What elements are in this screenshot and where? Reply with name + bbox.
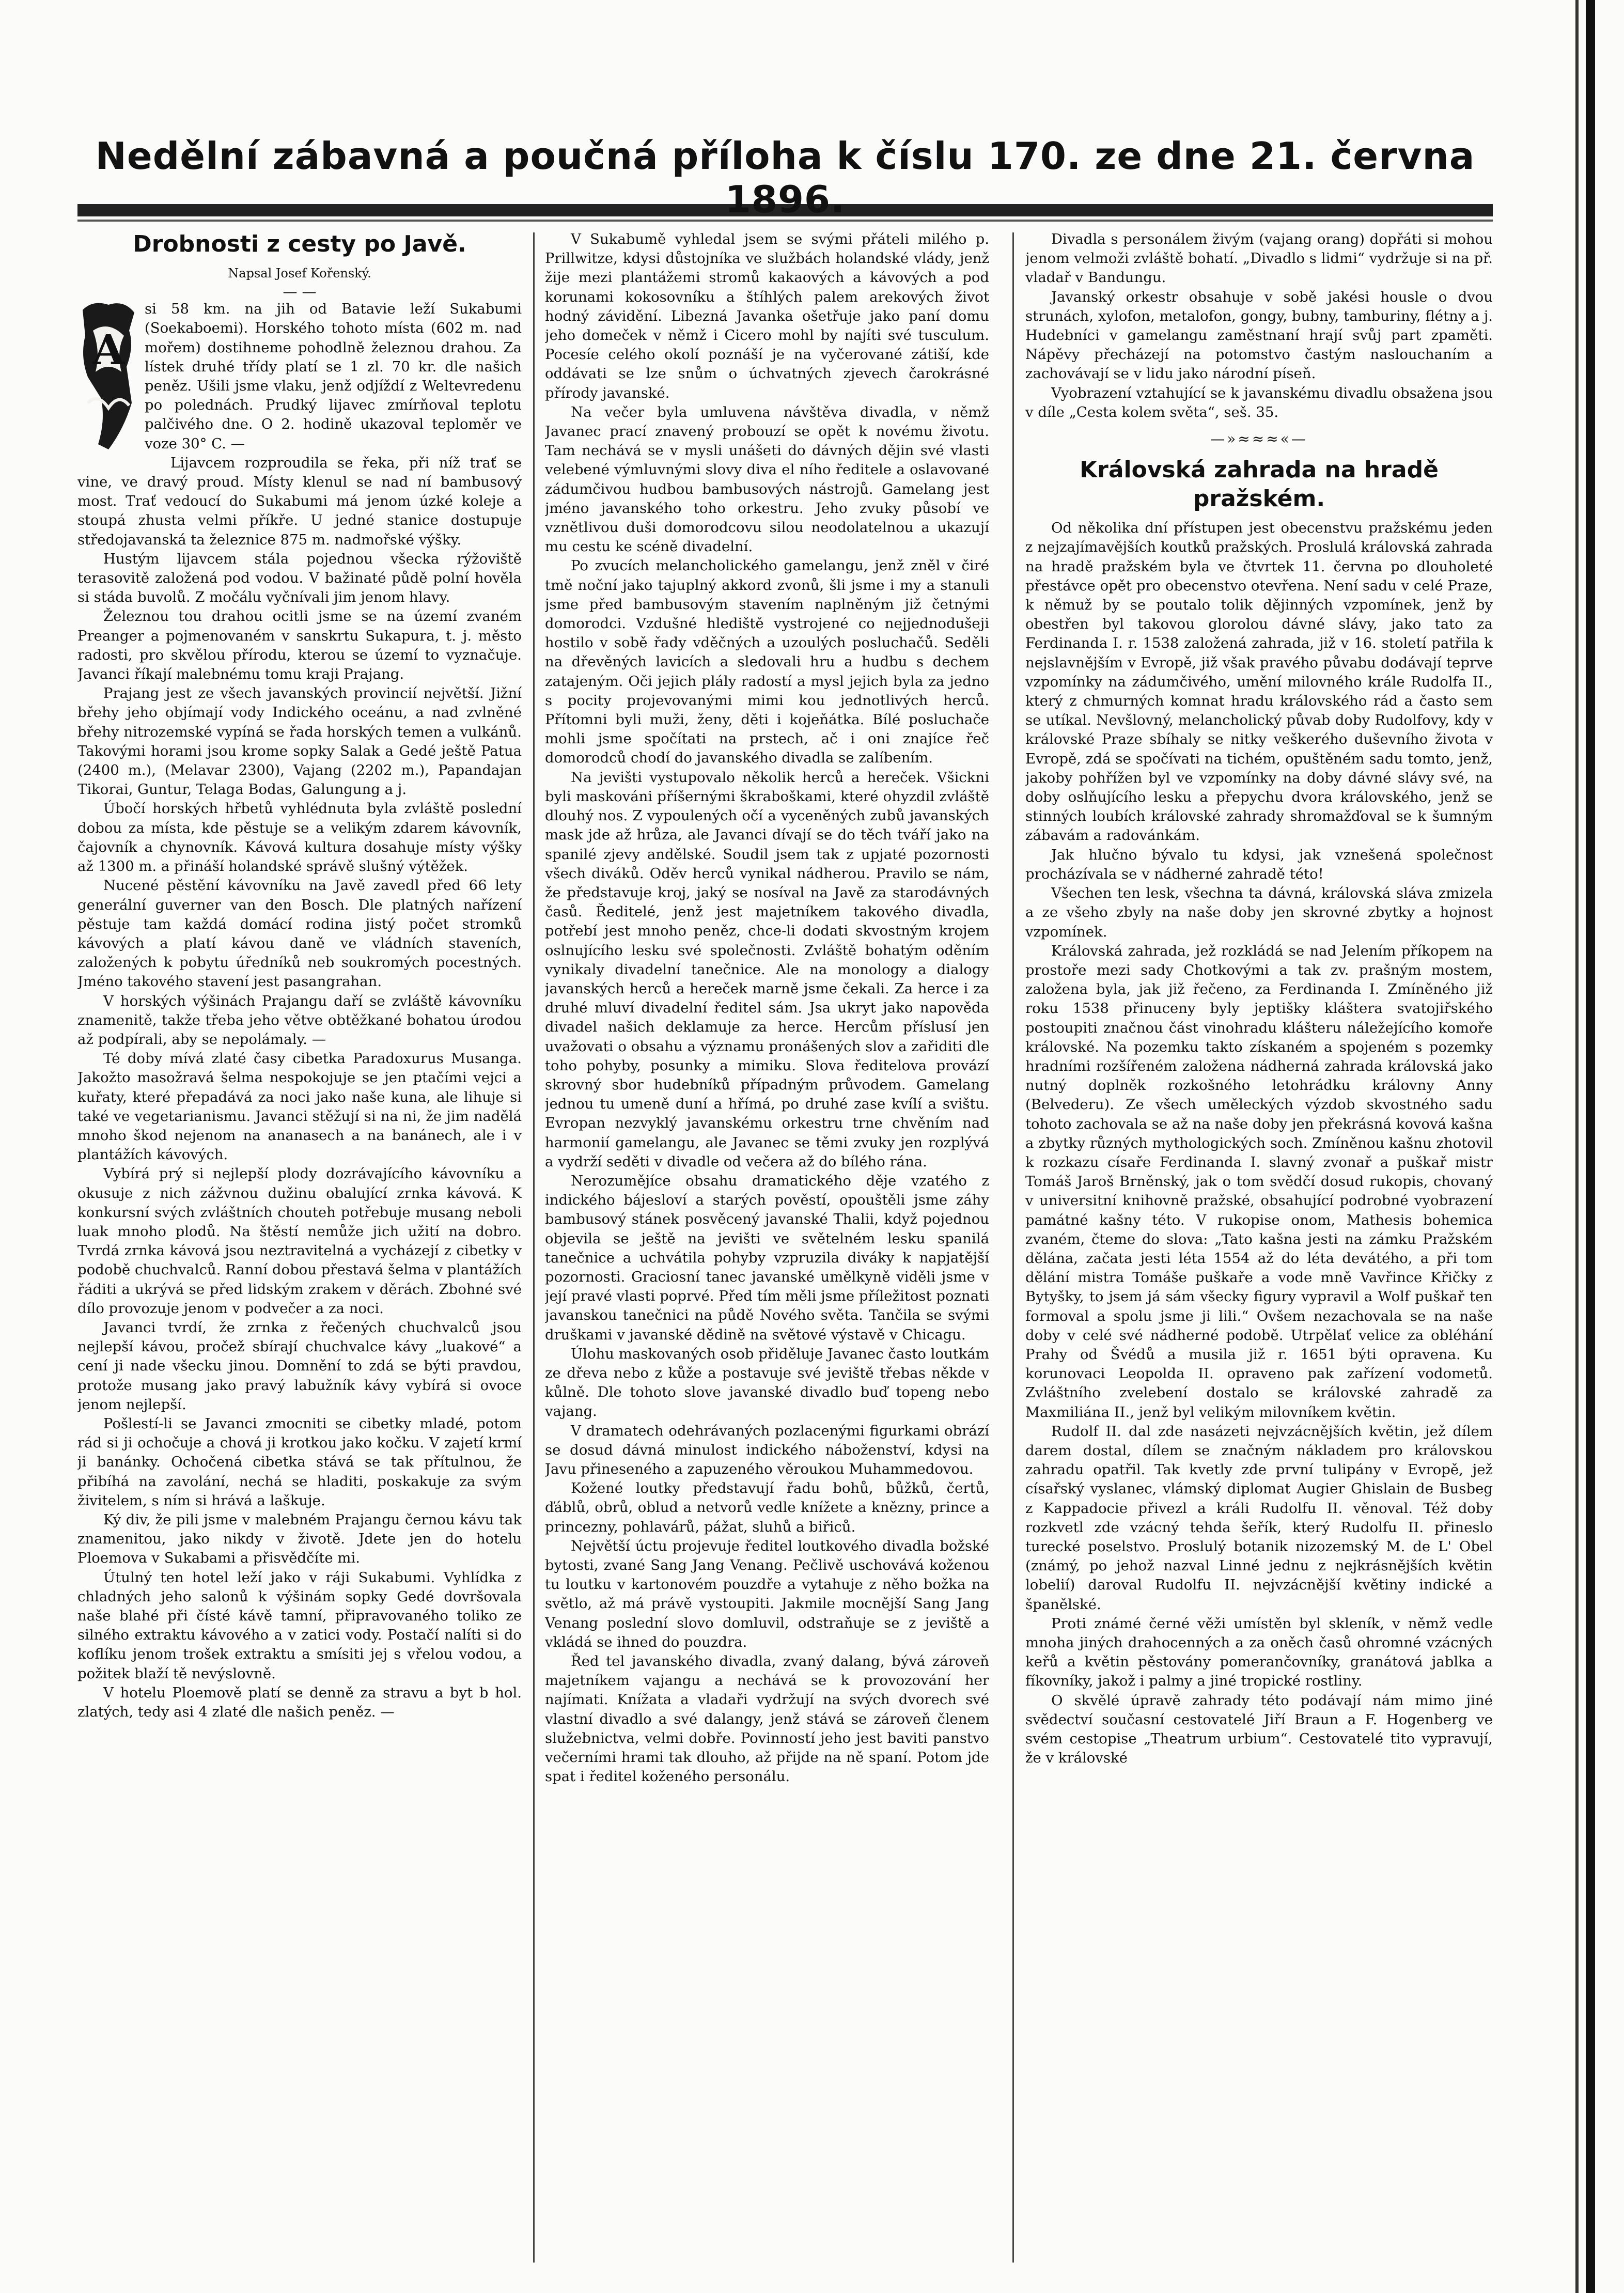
paragraph: Královská zahrada, jež rozkládá se nad Jelením příkopem na prostoře mezi sady Chotkovými a tak zv. prašným mostem, založena byla, jak již řečeno, za Ferdinanda I. Zmíněného již roku 1538 přinuceny byly jeptišky kláštera svatojiřského postoupiti značnou část vinohradu klášteru náležejícího komoře královské. Na pozemku takto získaném a spojeném s pozemky hradními rozšířeném založena nádherná zahrada královská jako nutný doplněk rozkošného letohrádku královny Anny (Belvederu). Ze všech uměleckých výzdob skvostného sadu tohoto zachovala se až na naše doby jen překrásná kovová kašna a zbytky různých mythologických soch. Zmíněnou kašnu zhotovil k rozkazu císaře Ferdinanda I. slavný zvonař a puškař mistr Tomáš Jaroš Brněnský, jak o tom svědčí dosud rukopis, chovaný v universitní knihovně pražské, obsahující podrobné vyobrazení památné kašny této. V rukopise onom, Mathesis bohemica zvaném, čteme do slova: „Tato kašna jesti na zámku Pražském dělána, začata jesti léta 1554 až do léta devátého, a při tom dělání mistra Tomáše puškaře a vode mně Vavřince Křičky z Bytyšky, to jsem já sám všecky figury vypravil a Wolf puškař ten formoval a spolu jsme ji lili.“ Ovšem nezachovala se na naše doby v celé své nádherné podobě. Utrpělať velice za obléhání Prahy od Švédů a musila již r. 1651 býti opravena. Ku korunovaci Leopolda II. opraveno pak zařízení vodometů. Zvláštního zvelebení dostalo se královské zahradě za Maxmiliána II., jenž byl velikým milovníkem květin. — [1025, 942, 1493, 1421]
paragraph: Vybírá prý si nejlepší plody dozrávajícího kávovníku a okusuje z nich zážvnou dužinu obalující zrnka kávová. K konkursní svých zvláštních chouteh potřebuje musang neboli luak mnoho plodů. Na štěstí nemůže jich užití na dobro. Tvrdá zrnka kávová jsou neztravitelná a vycházejí z cibetky v podobě chuchvalců. Ranní dobou přestavá šelma v plantážích řáditi a ukrývá se před lidským zrakem v děrách. Zbohné své dílo provozuje jenom v podvečer a za noci. — [77, 1165, 522, 1317]
dropcap-letter: A — [92, 325, 125, 375]
masthead: Nedělní zábavná a poučná příloha k číslu 170. ze dne 21. června 1896. — [95, 134, 1475, 221]
paragraph: Kožené loutky představují řadu bohů, bůžků, čertů, ďáblů, obrů, oblud a netvorů vedle knížete a knězny, prince a princezny, pohlavárů, pážat, sluhů a biřiců. — [545, 1480, 989, 1535]
paragraph: V Sukabumě vyhledal jsem se svými přáteli milého p. Prillwitze, kdysi důstojníka ve službách holandské vlády, jenž žije mezi plantážemi stromů kakaových a kávových a pod korunami kokosovníku a štíhlých palem arekových život hodný závidění. Libezná Javanka ošetřuje jako paní domu jeho domeček v němž i Cicero mohl by najíti své tusculum. Pocesíe celého okolí poznáší je na vyčerované zátiší, kde oddávati se lze snům o úchvatných zjevech čarokrásné přírody javanské. — [545, 231, 989, 401]
paragraph: si 58 km. na jih od Batavie leží Sukabumi (Soekaboemi). Horského tohoto místa (602 m. nad mořem) dostihneme pohodlně železnou drahou. Za lístek druhé třídy platí se 1 zl. 70 kr. dle našich peněz. Ušili jsme vlaku, jenž odjíždí z Weltevredenu po polednách. Prudký lijavec zmírňoval teplotu palčivého dne. O 2. hodině ukazoval teploměr ve voze 30° C. — — [145, 301, 522, 452]
paragraph: Úlohu maskovaných osob přiděluje Javanec často loutkám ze dřeva nebo z kůže a postavuje své jeviště třebas někde v kůlně. Dle tohoto slove javanské divadlo buď topeng nebo vajang. — [545, 1345, 989, 1420]
paragraph: Vyobrazení vztahující se k javanskému divadlu obsažena jsou v díle „Cesta kolem světa“, seš. 35. — [1025, 384, 1493, 420]
page-edge-border — [1586, 0, 1595, 2293]
paragraph: V hotelu Ploemově platí se denně za stravu a byt b hol. zlatých, tedy asi 4 zlaté dle našich peněz. — — [77, 1684, 522, 1721]
paragraph: Nucené pěstění kávovníku na Javě zavedl před 66 lety generální guverner van den Bosch. Dle platných nařízení pěstuje tam každá domácí rodina jistý počet stromků kávových a platí kávou daně ve vládních staveních, založených k pobytu úředníků neb soukromých pocestných. Jméno takového stavení jest pasangrahan. — [77, 877, 522, 990]
paragraph: Útulný ten hotel leží jako v ráji Sukabumi. Vyhlídka z chladných jeho salonů k výšinám sopky Gedé dovršovala naše blahé při čísté kávě tamní, připravovaného toliko ze silného extraktu kávového a v zatici vody. Postačí nalíti si do koflíku jenom trošek extraktu a smísiti jej s vřelou vodou, a požitek blaží tě nevýslovně. — [77, 1569, 522, 1682]
paragraph: V horských výšinách Prajangu daří se zvláště kávovníku znamenitě, takže třeba jeho větve obtěžkané bohatou úrodou až podpírali, aby se nepolámaly. — — [77, 992, 522, 1048]
paragraph: Prajang jest ze všech javanských provincií největší. Jižní břehy jeho objímají vody Indického oceánu, a nad zvlněné břehy nitrozemské vypíná se řada horských temen a vulkánů. Takovými horami jsou krome sopky Salak a Gedé ještě Patua (2400 m.), (Melavar 2300), Vajang (2202 m.), Papandajan Tikorai, Guntur, Telaga Bodas, Galungung a j. — [77, 685, 522, 798]
paragraph: Úbočí horských hřbetů vyhlédnuta byla zvláště poslední dobou za místa, kde pěstuje se a velikým zdarem kávovník, čajovník a chynovník. Kávová kultura dosahuje místy výšky až 1300 m. a přináší holandské správě slušný výtěžek. — [77, 800, 522, 875]
paragraph: Všechen ten lesk, všechna ta dávná, královská sláva zmizela a ze všeho zbyly na naše doby jen skrovné zbytky a hojnost vzpomínek. — [1025, 885, 1493, 940]
byline-dash: — — — [283, 283, 317, 301]
newspaper-page — [77, 98, 1493, 2278]
paragraph: Po zvucích melancholického gamelangu, jenž zněl v čiré tmě noční jako tajuplný akkord zvonů, šli jsme i my a stanuli jsme před bambusovým stavením naplněným již četnými domorodci. Vzdušné hlediště vystrojené co nejjednodušeji hostilo v sobě řady vděčných a uzoulých posluchačů. Seděli na dřevěných lavicích a sledovali hru a hudbu s dechem zatajeným. Oči jejich plály radostí a mysl jejich byla za jedno s pocity projevovanými mimi kou jednotlivých herců. Přítomni byli muži, ženy, děti i kojeňátka. Bílé posluchače mohli jsme spočítati na prstech, ač i oni znajíce řeč domorodců chodí do javanského divadla se zalíbením. — [545, 557, 989, 767]
paragraph: V dramatech odehrávaných pozlacenými figurkami obrází se dosud dávná minulost indického náboženství, kdysi na Javu přineseného a zapuzeného věroukou Muhammedovou. — [545, 1422, 989, 1477]
article-title: Drobnosti z cesty po Javě. — [133, 231, 466, 257]
article-byline: Napsal Josef Kořenský. — [228, 266, 371, 280]
article-body — [77, 300, 522, 1722]
paragraph: O skvělé úpravě zahrady této podávají nám mimo jiné svědectví současní cestovatelé Jiří Braun a F. Hogenberg ve svém cestopise „Theatrum urbium“. Cestovatelé tito vypravují, že v královské — [1025, 1692, 1493, 1767]
ornamental-initial — [77, 300, 139, 455]
paragraph: Ký div, že pili jsme v malebném Prajangu černou kávu tak znamenitou, jako nikdy v životě. Jdete jen do hotelu Ploemova v Sukabami a přisvědčíte mi. — [77, 1511, 522, 1567]
columns — [77, 230, 1493, 2275]
paragraph: Od několika dní přístupen jest obecenstvu pražskému jeden z nejzajímavějších koutků pražských. Proslulá královská zahrada na hradě pražském byla ve čtvrtek 11. června po dlouholeté přestávce opět pro obecenstvo otevřena. Není sadu v celé Praze, k němuž by se poutalo tolik dějinných vzpomínek, jenž by obestřen byl takovou glorolou dávné slávy, jako tato za Ferdinanda I. r. 1538 založená zahrada, již v 16. století patřila k nejslavnějším v Evropě, již však pravého půvabu dodávají teprve vzpomínky na zádumčivého, umění milovného krále Rudolfa II., který z chmurných komnat hradu královského rád a často sem se utíkal. Nevšlovný, melancholický půvab doby Rudolfovy, kdy v královské Praze sbíhaly se nitky veškerého duševního života v Evropě, zdá se spočívati na tichém, opuštěném sadu tomto, jenž, jakoby pohřížen byl ve vzpomínky na doby dávné slávy své, na doby oslňujícího lesku a přepychu dvora královského, jenž se stinných loubích královské zahrady shromažďoval se k šumným zábavám a radovánkám. — [1025, 520, 1493, 844]
column-2 — [545, 230, 989, 2275]
paragraph: Největší úctu projevuje ředitel loutkového divadla božské bytosti, zvané Sang Jang Venang. Pečlivě uschovává koženou tu loutku v kartonovém pouzdře a vytahuje z něho božka na světlo, až má právě vystoupiti. Jakmile mocnější Sang Jang Venang poslední slovo domluvil, odstraňuje se z jeviště a vkládá se ihned do pouzdra. — [545, 1537, 989, 1650]
paragraph: Jak hlučno bývalo tu kdysi, jak vznešená společnost procházívala se v nádherné zahradě této! — [1025, 846, 1493, 882]
column-1 — [77, 230, 522, 2275]
paragraph: Divadla s personálem živým (vajang orang) dopřáti si mohou jenom velmoži zvláště bohatí. „Divadlo s lidmi“ vydržuje si na př. vladař v Bandungu. — [1025, 231, 1493, 286]
paragraph: Rudolf II. dal zde nasázeti nejvzácnějších květin, jež dílem darem dostal, dílem se značným nákladem pro královskou zahradu opatřil. Tak kvetly zde první tulipány v Evropě, jež císařský vyslanec, vlámský diplomat Augier Ghislain de Busbeg z Kappadocie přivezl a králi Rudolfu II. věnoval. Též doby rozkvetl zde vzácný tehda šeřík, který Rudolfu II. přineslo turecké poselstvo. Proslulý botanik nizozemský M. de L' Obel (známý, po jehož nazval Linné jednu z nejkrásnějších květin lobelií) daroval Rudolfu II. nejvzácnější květiny indické a španělské. — [1025, 1423, 1493, 1613]
paragraph: Na jevišti vystupovalo několik herců a hereček. Všickni byli maskováni příšernými škraboškami, které ohyzdil zvláště dlouhý nos. Z vypoulených očí a vyceněných zubů javanských mask jde až hrůza, ale Javanci dívají se do těch tváří jako na spanilé zjevy andělské. Soudil jsem tak z upjaté pozornosti všech diváků. Oděv herců vynikal nádherou. Pravilo se nám, že představuje kroj, jaký se nosíval na Javě za starodávných časů. Ředitelé, jenž jest majetníkem takového divadla, potřebí jest mnoho peněz, chce-li dodati skvostným krojem oslnujícího lesku své společnosti. Zvláště bohatým oděním vynikaly divadelní tanečnice. Ale na monology a dialogy javanských herců a hereček marně jsme čekali. Za herce i za druhé mluví divadelní ředitel sám. Jsa ukryt jako napověda divadel našich deklamuje za herce. Hercům příslusí jen uvažovati o obsahu a významu pronášených slov a zařiditi dle toho pohyby, posunky a mimiku. Slova ředitelova provází skrovný sbor hudebníků případným průvodem. Gamelang jednou tu umeně duní a hřímá, po druhé zase kvílí a svištu. Evropan nezvyklý javanskému orkestru trne chvěním nad harmonií gamelangu, ale Javanec se těmi zvuky jen rozplývá a vydrží seděti v divadle od večera až do bílého rána. — [545, 769, 989, 1170]
article-title: Královská zahrada na hradě pražském. — [1080, 457, 1439, 512]
column-3 — [1025, 230, 1493, 2275]
paragraph: Té doby mívá zlaté časy cibetka Paradoxurus Musanga. Jakožto masožravá šelma nespokojuje se jen ptačími vejci a kuřaty, které přepadává za noci jako naše kuna, ale lihuje si také ve vegetarianismu. Javanci stěžují si na ni, že jim nadělá mnoho škod nejenom na ananasech a na banánech, ale i v plantážích kávových. — [77, 1050, 522, 1163]
paragraph: Železnou tou drahou ocitli jsme se na území zvaném Preanger a pojmenovaném v sanskrtu Sukapura, t. j. město radosti, pro skvělou přírodu, kterou se území to vyznačuje. Javanci říkají malebnému tomu kraji Prajang. — [77, 608, 522, 683]
column-divider — [533, 232, 535, 2263]
section-ornament: —»≈≈≈«— — [1210, 430, 1308, 448]
paragraph: Nerozumějíce obsahu dramatického děje vzatého z indického bájesloví a starých pověstí, opouštěli jsme záhy bambusový stánek posvěcený javanské Thalii, když pojednou objevila se ještě na jevišti ve světelném lesku spanilá tanečnice a uchvátila pohyby vzpruzila diváky k napjatější pozornosti. Graciosní tanec javanské umělkyně viděli jsme v její pravé vlasti poprvé. Před tím měli jsme příležitost poznati javanskou tanečnici na půdě Nového světa. Tančila se svými druškami v javanské dědině na světové výstavě v Chicagu. — [545, 1172, 989, 1343]
page-edge-line — [1575, 0, 1579, 2293]
paragraph: Řed tel javanského divadla, zvaný dalang, bývá zároveň majetníkem vajangu a nechává se k provozování her najímati. Knížata a vladaři vydržují na svých dvorech své vlastní divadlo a své dalangy, jenž stává se zároveň členem služebnictva, velmi dobře. Povinností jeho jest baviti panstvo večerními hrami tak dlouho, až přijde na ně spaní. Potom jde spat i ředitel koženého personálu. — [545, 1653, 989, 1785]
paragraph: Javanský orkestr obsahuje v sobě jakési housle o dvou strunách, xylofon, metalofon, gongy, bubny, tamburiny, flétny a j. Hudebníci v gamelangu zaměstnaní hrají svůj part zpaměti. Nápěvy přecházejí na potomstvo častým naslouchaním a zachovávají se v lidu jako národní píseň. — [1025, 288, 1493, 382]
paragraph: Pošlestí-li se Javanci zmocniti se cibetky mladé, potom rád si ji ochočuje a chová ji krotkou jako kočku. V zajetí krmí ji banánky. Ochočená cibetka stává se tak přítulnou, že přibíhá na zavolání, nechá se hladiti, poskakuje za svým živitelem, s ním si hrává a laškuje. — [77, 1415, 522, 1509]
paragraph: Proti známé černé věži umístěn byl skleník, v němž vedle mnoha jiných drahocenných a za oněch časů ohromné vzácných keřů a květin pěstovány pomerančovníky, granátová jablka a fíkovníky, jakož i palmy a jiné tropické rostliny. — [1025, 1615, 1493, 1690]
paragraph: Lijavcem rozproudila se řeka, při níž trať se vine, ve dravý proud. Místy klenul se nad ní bambusový most. Trať vedoucí do Sukabumi má jenom úzké koleje a stoupá zhusta velmi příkře. U jedné stanice dostupuje středojavanská ta železnice 875 m. nadmořské výšky. — [77, 454, 522, 548]
paragraph: Javanci tvrdí, že zrnka z řečených chuchvalců jsou nejlepší kávou, pročež sbírají chuchvalce kávy „luakové“ a cení ji nade všecku jinou. Domnění to zdá se býti pravdou, protože musang jako pravý labužník kávy vybírá si ovoce jenom nejlepší. — [77, 1319, 522, 1413]
paragraph: Na večer byla umluvena návštěva divadla, v němž Javanec prací znavený probouzí se opět k novému životu. Tam nechává se v mysli unášeti do dávných dějin své vlasti velebené výmluvnými slovy diva el ního ředitele a oslavované zádumčivou hudbou bambusových nástrojů. Gamelang jest jméno javanského toho orkestru. Jeho zvuky působí ve vznětlivou duši domorodcovu silou neodolatelnou a ukazují mu cestu ke scéně divadelní. — [545, 403, 989, 555]
column-divider — [1012, 232, 1014, 2263]
paragraph: Hustým lijavcem stála pojednou všecka rýžoviště terasovitě založená pod vodou. V bažinaté půdě polní hověla si stáda buvolů. Z močálu vyčnívali jim jenom hlavy. — [77, 550, 522, 606]
